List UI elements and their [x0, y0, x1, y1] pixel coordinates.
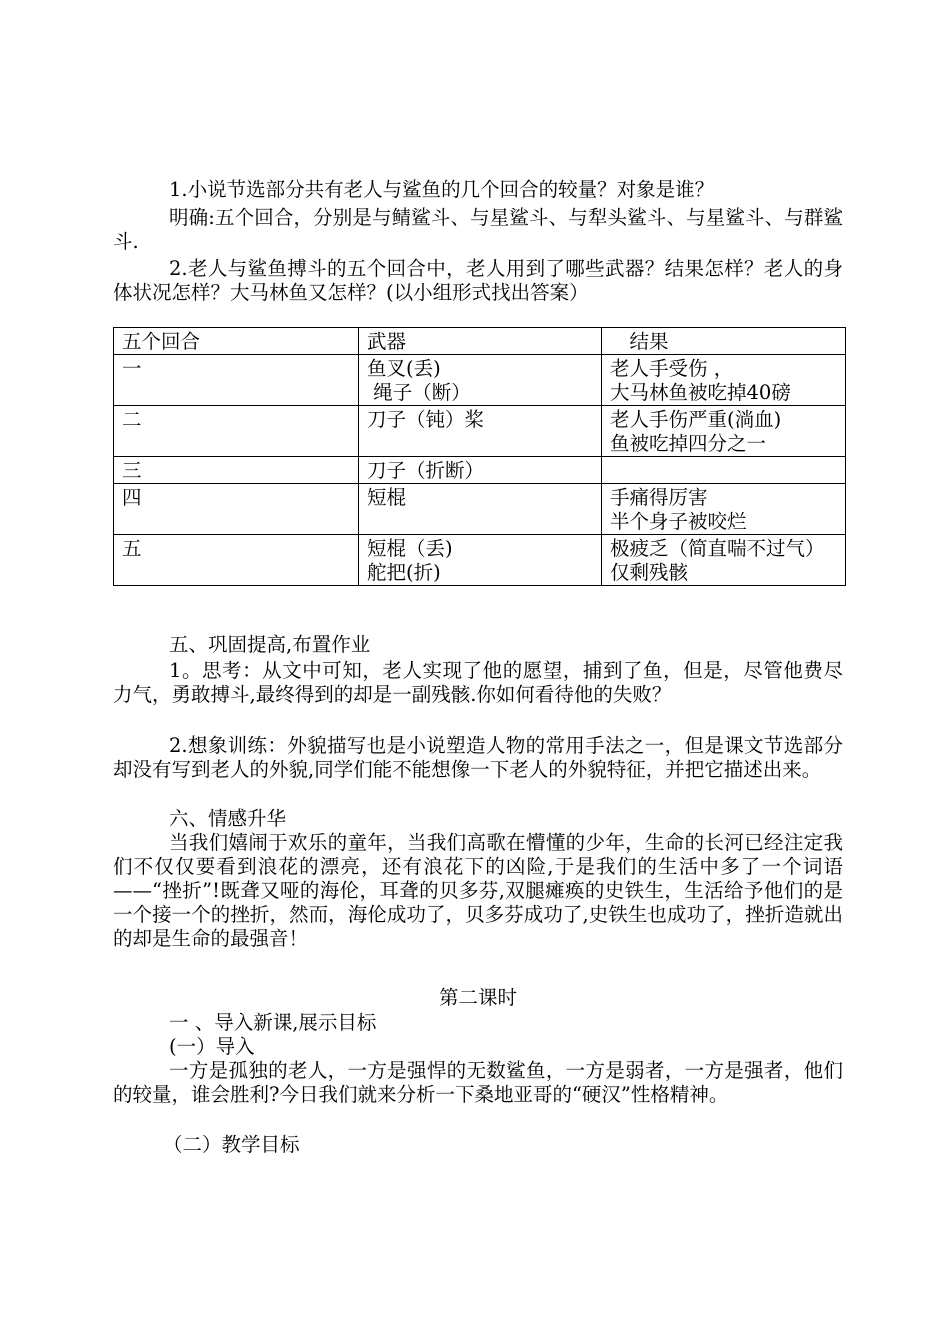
- table-row: [114, 406, 846, 457]
- result-cell: 极疲乏（简直喘不过气） 仅剩残骸: [602, 535, 846, 586]
- result-cell: 老人手伤严重(淌血) 鱼被吃掉四分之一: [602, 406, 846, 457]
- header-weapons: 武器: [359, 328, 602, 355]
- section-6-heading: 六、情感升华: [169, 807, 287, 830]
- header-rounds: 五个回合: [114, 328, 359, 355]
- result-cell: 手痛得厉害 半个身子被咬烂: [602, 484, 846, 535]
- table-row: [114, 457, 846, 484]
- header-results: 结果: [602, 328, 846, 355]
- section-6-text: 当我们嬉闹于欢乐的童年，当我们高歌在懵懂的少年，生命的长河已经注定我们不仅仅要看到浪花的漂亮，还有浪花下的凶险,于是我们的生活中多了一个词语——“挫折”!既聋又哑的海伦，耳聋的贝多芬,双腿瘫痪的史铁生，生活给予他们的是一个接一个的挫折，然而，海伦成功了，贝多芬成功了,史铁生也成功了，挫折造就出的却是生命的最强音！: [113, 831, 843, 950]
- round-cell: 一: [114, 355, 359, 406]
- table-row: [114, 484, 846, 535]
- weapon-cell: 刀子（钝）桨: [359, 406, 602, 457]
- weapon-cell: 鱼叉(丢) 绳子（断）: [359, 355, 602, 406]
- weapon-cell: 刀子（折断）: [359, 457, 602, 484]
- lesson-2-title: 第二课时: [438, 986, 517, 1009]
- weapon-cell: 短棍（丢) 舵把(折): [359, 535, 602, 586]
- question-2: 2.老人与鲨鱼搏斗的五个回合中，老人用到了哪些武器？结果怎样？老人的身体状况怎样？大马林鱼又怎样？(以小组形式找出答案）: [113, 257, 843, 304]
- round-cell: 四: [114, 484, 359, 535]
- round-cell: 五: [114, 535, 359, 586]
- rounds-table: [113, 327, 846, 586]
- question-1: 1.小说节选部分共有老人与鲨鱼的几个回合的较量？对象是谁？: [169, 178, 715, 201]
- section-5-heading: 五、巩固提高,布置作业: [169, 633, 371, 656]
- lesson-2-heading: 一 、导入新课,展示目标: [169, 1011, 377, 1034]
- table-row: [114, 355, 846, 406]
- result-cell: 老人手受伤 ， 大马林鱼被吃掉40磅: [602, 355, 846, 406]
- section-5-question-2: 2.想象训练：外貌描写也是小说塑造人物的常用手法之一，但是课文节选部分却没有写到老人的外貌,同学们能不能想像一下老人的外貌特征，并把它描述出来。: [113, 734, 843, 781]
- lesson-2-subheading-intro: (一）导入: [169, 1035, 255, 1058]
- lesson-2-subheading-goals: （二）教学目标: [163, 1133, 300, 1156]
- lesson-2-intro-text: 一方是孤独的老人，一方是强悍的无数鲨鱼，一方是弱者，一方是强者，他们的较量，谁会胜利?今日我们就来分析一下桑地亚哥的“硬汉”性格精神。: [113, 1059, 843, 1106]
- weapon-cell: 短棍: [359, 484, 602, 535]
- answer-1: 明确:五个回合，分别是与鲭鲨斗、与星鲨斗、与犁头鲨斗、与星鲨斗、与群鲨斗.: [113, 206, 843, 253]
- result-cell: [602, 457, 846, 484]
- table-header-row: [114, 328, 846, 355]
- table-row: [114, 535, 846, 586]
- round-cell: 二: [114, 406, 359, 457]
- round-cell: 三: [114, 457, 359, 484]
- section-5-question-1: 1。思考：从文中可知，老人实现了他的愿望，捕到了鱼，但是，尽管他费尽力气，勇敢搏斗,最终得到的却是一副残骸.你如何看待他的失败？: [113, 659, 843, 706]
